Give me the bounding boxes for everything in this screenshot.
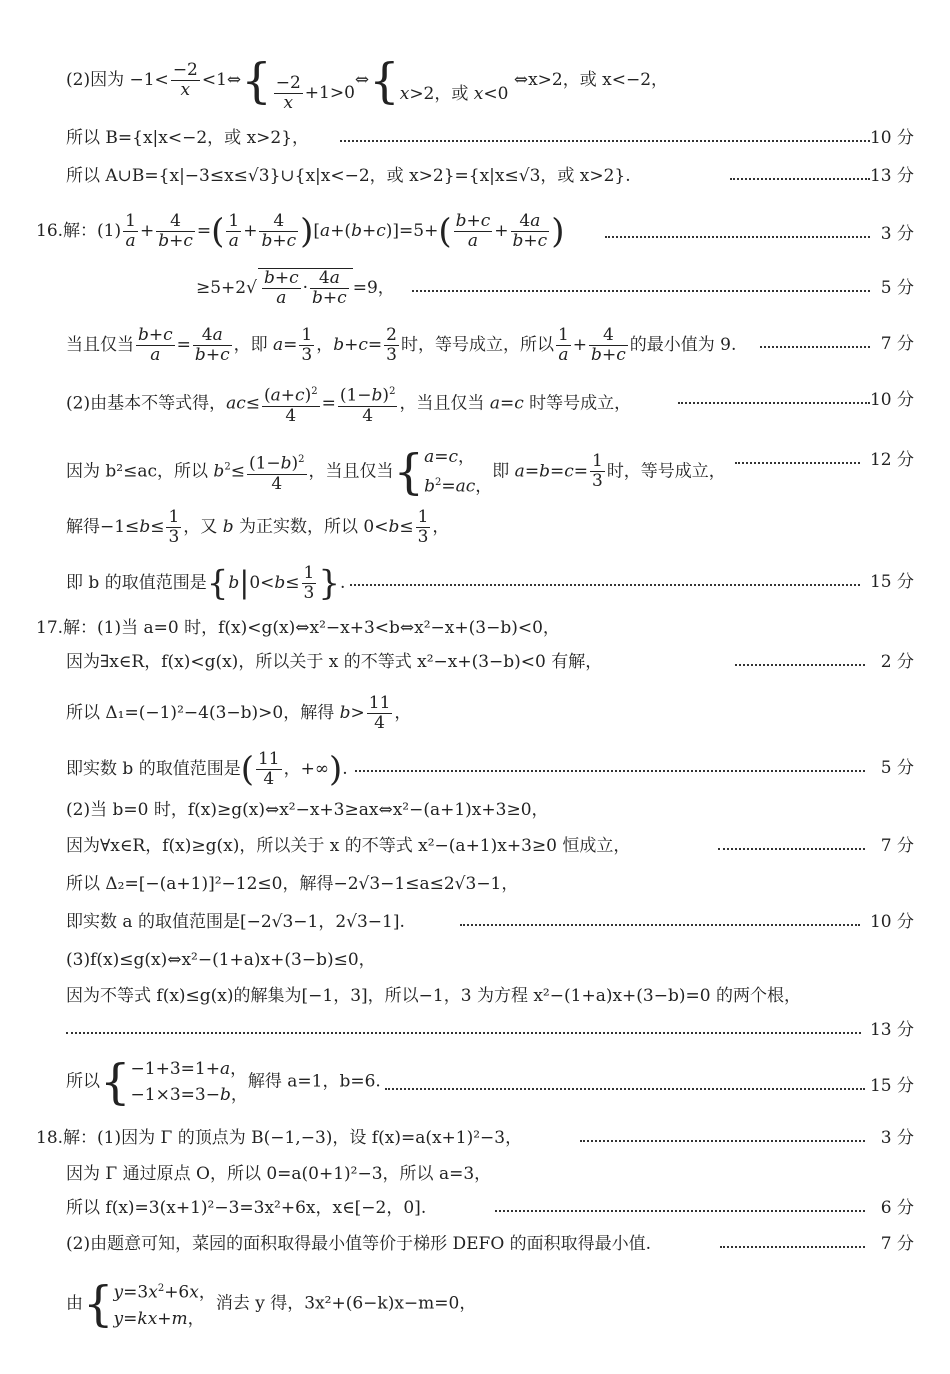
line-17-6: 因为∀x∈R，f(x)≥g(x)，所以关于 x 的不等式 x²−(a+1)x+3≥0 恒成立， xyxy=(66,836,631,856)
line-17-1: 17.解：(1)当 a=0 时，f(x)<g(x)⇔x²−x+3<b⇔x²−x+(3−b)<0， xyxy=(36,618,560,638)
line-18-1: 18.解：(1)因为 Γ 的顶点为 B(−1,−3)，设 f(x)=a(x+1)²−3， xyxy=(36,1128,523,1148)
text: 解得 a=1，b=6. xyxy=(247,1071,381,1092)
score: 3 分 xyxy=(880,224,914,244)
line-16-2: ≥5+2√ $\frac{b+c}{a}$ · $\frac{4a}{b+c}$ =9， xyxy=(196,268,395,308)
score: 7 分 xyxy=(880,1234,914,1254)
text: ⇔x>2，或 x<−2， xyxy=(513,70,669,90)
dotted-leader xyxy=(760,346,870,348)
dotted-leader xyxy=(605,236,870,238)
fraction: $\frac{-2}{x}$ xyxy=(172,60,198,100)
text: (2)由基本不等式得， xyxy=(66,393,227,414)
line-16-5: 因为 b²≤ac，所以 $b^2\le$ $\frac{(1-b)^2}{4}$ ，当且仅当{ a=c， $b^2=ac$， 即 a=b=c= $\frac{1}{3}$ 时，等号成立， xyxy=(66,443,726,500)
text: 消去 y 得，3x²+(6−k)x−m=0， xyxy=(215,1293,477,1314)
text: 因为 b²≤ac，所以 xyxy=(66,461,209,482)
dotted-leader xyxy=(412,290,870,292)
line-18-3: 所以 f(x)=3(x+1)²−3=3x²+6x，x∈[−2，0]. xyxy=(66,1198,427,1218)
dotted-leader xyxy=(350,584,860,586)
line-16-4: (2)由基本不等式得，ac≤ $\frac{(a+c)^2}{4}$ = $\frac{(1-b)^2}{4}$ ，当且仅当 a=c 时等号成立， xyxy=(66,382,631,426)
text: 所以 Δ₁=(−1)²−4(3−b)>0，解得 xyxy=(66,703,335,723)
dotted-leader xyxy=(720,1246,865,1248)
score: 7 分 xyxy=(880,334,914,354)
dotted-leader xyxy=(495,1210,865,1212)
line-16-1: 16.解：(1) $\frac{1}{a}$ + $\frac{4}{b+c}$ =( $\frac{1}{a}$ + $\frac{4}{b+c}$ )[a+(b+c)]=5+( $\frac{b+c}{a}$ + $\frac{4a}{b+c}$ ) xyxy=(36,211,565,252)
line-16-6: 解得−1≤b≤ $\frac{1}{3}$ ，又 b 为正实数，所以 0<b≤ $\frac{1}{3}$ ， xyxy=(66,507,450,547)
text: 解得 xyxy=(66,517,100,537)
text: 由 xyxy=(66,1293,83,1314)
score: 5 分 xyxy=(880,278,914,298)
line-17-11: 所以{ −1+3=1+a， −1×3=3−b， 解得 a=1，b=6. xyxy=(66,1054,381,1110)
dotted-leader xyxy=(580,1140,865,1142)
line-17-7: 所以 Δ₂=[−(a+1)]²−12≤0，解得−2√3−1≤a≤2√3−1， xyxy=(66,874,519,894)
line-17-4: 即实数 b 的取值范围是( $\frac{11}{4}$ ，+∞). xyxy=(66,749,348,790)
line-17-3: 所以 Δ₁=(−1)²−4(3−b)>0，解得 b> $\frac{11}{4}$ ， xyxy=(66,693,412,733)
dotted-leader xyxy=(385,1088,865,1090)
dotted-leader xyxy=(730,178,870,180)
line-17-8: 即实数 a 的取值范围是[−2√3−1，2√3−1]. xyxy=(66,912,405,932)
text: 即 b 的取值范围是 xyxy=(66,573,207,593)
dotted-leader xyxy=(718,848,865,850)
score: 15 分 xyxy=(869,1076,914,1096)
text: 即实数 b 的取值范围是 xyxy=(66,759,241,779)
text: 所以 xyxy=(66,1071,100,1092)
score: 13 分 xyxy=(869,1020,914,1040)
line-16-3: 当且仅当 $\frac{b+c}{a}$ = $\frac{4a}{b+c}$ ，即 a= $\frac{1}{3}$ ，b+c= $\frac{2}{3}$ 时，等号成立，所以 $\frac{1}{a}$ + $\frac{4}{b+c}$ 的最小值为 9. xyxy=(66,325,737,365)
score: 6 分 xyxy=(880,1198,914,1218)
problem-number: 16.解：(1) xyxy=(36,221,122,241)
line-18-2: 因为 Γ 通过原点 O，所以 0=a(0+1)²−3，所以 a=3， xyxy=(66,1164,492,1184)
line-15-2: 所以 B={x|x<−2，或 x>2}， xyxy=(66,128,310,148)
text: (2)因为 xyxy=(66,70,125,90)
text: 当且仅当 xyxy=(66,335,134,355)
score: 7 分 xyxy=(880,836,914,856)
dotted-leader xyxy=(735,462,860,464)
score: 13 分 xyxy=(869,166,914,186)
line-16-7: 即 b 的取值范围是{b|0<b≤ $\frac{1}{3}$ }. xyxy=(66,563,346,604)
score: 12 分 xyxy=(869,450,914,470)
line-18-4: (2)由题意可知，菜园的面积取得最小值等价于梯形 DEFO 的面积取得最小值. xyxy=(66,1234,652,1254)
line-17-9: (3)f(x)≤g(x)⇔x²−(1+a)x+(3−b)≤0， xyxy=(66,950,376,970)
dotted-leader xyxy=(678,402,870,404)
line-15-1: (2)因为 −1< $\frac{-2}{x}$ <1⇔{ $\frac{-2}{x}$ +1>0 ⇔{ x>2，或 x<0 ⇔x>2，或 x<−2， xyxy=(66,52,669,113)
dotted-leader xyxy=(66,1032,861,1034)
dotted-leader xyxy=(735,664,865,666)
line-15-3: 所以 A∪B={x|−3≤x≤√3}∪{x|x<−2，或 x>2}={x|x≤√3，或 x>2}. xyxy=(66,166,631,186)
score: 15 分 xyxy=(869,572,914,592)
line-17-10: 因为不等式 f(x)≤g(x)的解集为[−1，3]，所以−1，3 为方程 x²−(1+a)x+(3−b)=0 的两个根， xyxy=(66,986,801,1006)
score: 10 分 xyxy=(869,390,914,410)
line-17-2: 因为∃x∈R，f(x)<g(x)，所以关于 x 的不等式 x²−x+(3−b)<0 有解， xyxy=(66,652,603,672)
score: 2 分 xyxy=(880,652,914,672)
score: 5 分 xyxy=(880,758,914,778)
score: 10 分 xyxy=(869,128,914,148)
line-17-5: (2)当 b=0 时，f(x)≥g(x)⇔x²−x+3≥ax⇔x²−(a+1)x+3≥0， xyxy=(66,800,549,820)
dotted-leader xyxy=(460,924,860,926)
dotted-leader xyxy=(340,140,870,142)
dotted-leader xyxy=(355,770,865,772)
score: 3 分 xyxy=(880,1128,914,1148)
line-18-5: 由{ $y=3x^2+6x$， y=kx+m， 消去 y 得，3x²+(6−k)x−m=0， xyxy=(66,1275,477,1332)
score: 10 分 xyxy=(869,912,914,932)
